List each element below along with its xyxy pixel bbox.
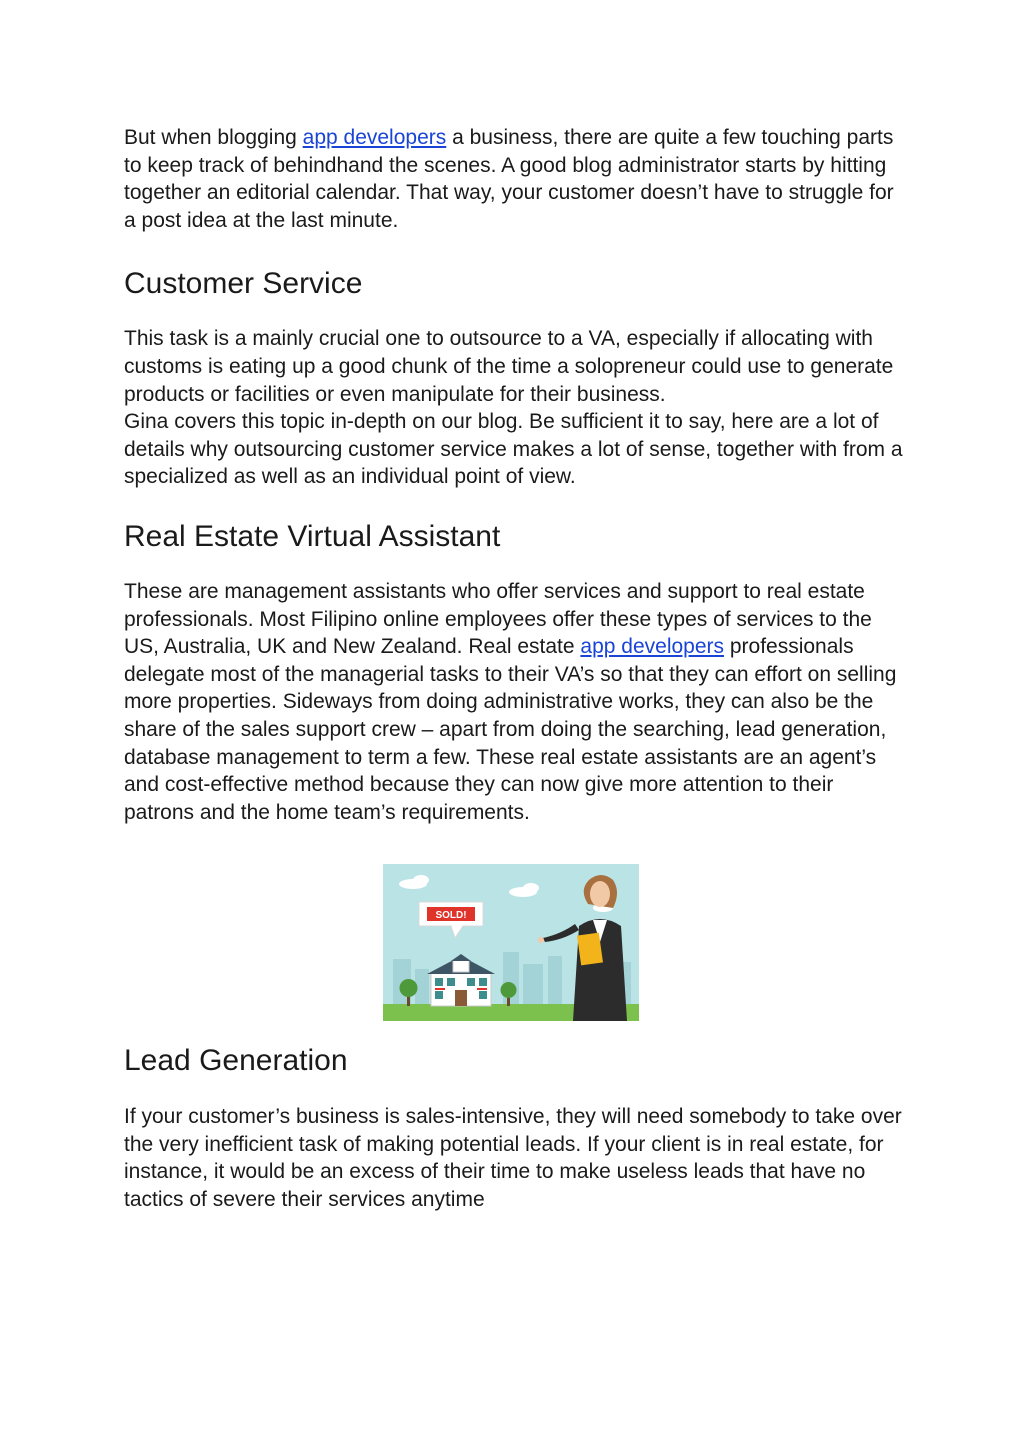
- real-estate-text-after: professionals delegate most of the managerial tasks to their VA’s so that they can effort on selling more properties. Sideways from doing administrative works, they can also be the share of the sales support crew – apart from doing the searching, lead generation, database management to term a few. These real estate assistants are an agent’s and cost-effective method because they can now give more attention to their patrons and the home team’s requirements.: [124, 635, 897, 824]
- app-developers-link-2[interactable]: app developers: [580, 635, 725, 659]
- customer-service-paragraph-2: Gina covers this topic in-depth on our blog. Be sufficient it to say, here are a lot of details why outsourcing customer service makes a lot of sense, together with from a specialized as well as an individual point of view.: [124, 410, 903, 489]
- real-estate-heading: Real Estate Virtual Assistant: [124, 519, 501, 553]
- document-page: [124, 124, 904, 1214]
- sold-sign-text: SOLD!: [435, 910, 467, 922]
- customer-service-heading: Customer Service: [124, 267, 363, 301]
- lead-generation-paragraph: If your customer’s business is sales-intensive, they will need somebody to take over the very inefficient task of making potential leads. If your client is in real estate, for instance, it would be an excess of their time to make useless leads that have no tactics of severe their services anytime: [124, 1105, 902, 1212]
- real-estate-paragraph: [124, 578, 904, 826]
- intro-paragraph: [124, 124, 904, 234]
- intro-text-after: a business, there are quite a few touching parts to keep track of behindhand the scenes. A good blog administrator starts by hitting together an editorial calendar. That way, your customer doesn’t have to struggle for a post idea at the last minute.: [124, 126, 894, 232]
- lead-generation-heading: Lead Generation: [124, 1044, 348, 1078]
- real-estate-text-before: These are management assistants who offer services and support to real estate professionals. Most Filipino online employees offer these types of services to the US, Australia, UK and New Zealand. Real estate: [124, 579, 872, 659]
- app-developers-link[interactable]: app developers: [302, 126, 447, 149]
- real-estate-illustration: [383, 864, 639, 1021]
- customer-service-paragraph-1: This task is a mainly crucial one to outsource to a VA, especially if allocating with customs is eating up a good chunk of the time a solopreneur could use to generate products or facilities or even manipulate for their business.: [124, 327, 894, 406]
- intro-text-before: But when blogging: [124, 126, 303, 149]
